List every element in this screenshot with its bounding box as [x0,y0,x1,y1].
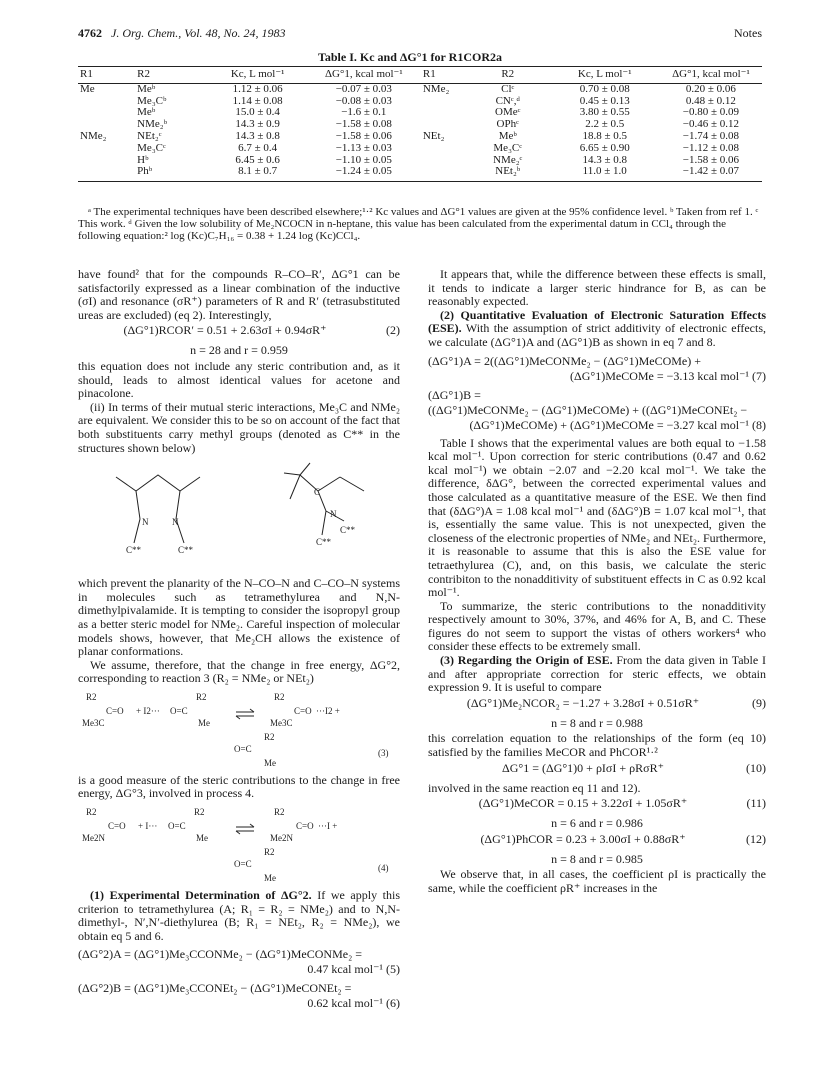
table-cell: Clᶜ [501,82,515,95]
section-label: Notes [734,26,762,40]
table-cell: 0.48 ± 0.12 [685,94,736,107]
table-cell: 15.0 ± 0.4 [235,106,280,119]
table-cell: 6.7 ± 0.4 [238,141,278,154]
table-cell: OPhᶜ [496,118,519,131]
svg-text:N: N [330,509,337,520]
svg-text:C=O: C=O [108,821,126,832]
table-row [78,83,762,95]
c-star-label: C** [340,525,356,536]
c-star-label: C** [178,545,194,556]
table-cell: 0.45 ± 0.13 [579,94,630,107]
table-cell [78,96,135,108]
svg-text:Me: Me [198,717,210,728]
table-cell [78,143,135,155]
table-cell: 14.3 ± 0.8 [235,129,280,142]
table-cell: −1.6 ± 0.1 [341,106,387,119]
table-cell: 14.3 ± 0.9 [235,118,280,131]
svg-text:+ I2···: + I2··· [136,705,160,716]
table-cell: −0.80 ± 0.09 [682,106,740,119]
paragraph: We observe that, in all cases, the coefficient ρI is practically the same, while the coefficient ρR⁺ increases in the [428,867,766,895]
table-cell [78,166,135,181]
left-column [78,268,400,1015]
svg-text:R2: R2 [86,691,97,702]
svg-text:R2: R2 [274,691,285,702]
table-cell [415,107,466,119]
svg-text:···I2 +: ···I2 + [316,705,340,716]
equation-8: (ΔG°1)B = ((ΔG°1)MeCONMe₂ − (ΔG°1)MeCOMe) + ((ΔG°1)MeCONEt₂ − (ΔG°1)MeCOMe) + (ΔG°1)MeCOMe = −3.27 kcal mol⁻¹ (8) [428,387,766,432]
svg-text:Me2N: Me2N [82,833,105,844]
svg-text:C=O: C=O [106,705,124,716]
table-cell [415,155,466,167]
table-cell: 11.0 ± 1.0 [550,166,660,181]
journal-citation: J. Org. Chem., Vol. 48, No. 24, 1983 [111,26,286,40]
svg-text:R2: R2 [274,807,285,818]
table-cell: NMe₂ᵇ [137,118,168,131]
col-header: R1 [415,67,466,84]
equation-6: (ΔG°2)B = (ΔG°1)Me₃CCONEt₂ − (ΔG°1)MeCONEt₂ = 0.62 kcal mol⁻¹ (6) [78,981,400,1011]
table-cell: 18.8 ± 0.5 [582,129,627,142]
paragraph: (2) Quantitative Evaluation of Electronic Saturation Effects (ESE). With the assumption of strict additivity of electronic effects, we calculate (ΔG°1)A and (ΔG°1)B as shown in eq 7 and 8. [428,307,766,349]
table-cell: CNᶜ,ᵈ [495,94,520,107]
table-cell: 6.45 ± 0.6 [235,153,280,166]
equation-number: (4) [378,863,389,874]
section-heading: (1) Experimental Determination of ΔG°2. [90,888,312,903]
table-cell: Hᵇ [137,153,149,166]
equation-number: (2) [386,323,400,338]
table-cell: 2.2 ± 0.5 [585,118,625,131]
table-cell: Meᵇ [137,106,156,119]
table-cell [78,155,135,167]
reaction-4-scheme [78,805,400,885]
table-row [78,96,762,108]
paragraph: which prevent the planarity of the N–CO–N and C–CO–N systems in molecules such as tetramethylurea and N,N-dimethylpivalamide. It is tempting to consider the isopropyl group as a better steric model for NMe₂. Careful inspection of molecular models shows, however, that Me₂CH allows the existence of planar conformations. [78,576,400,659]
paragraph: have found² that for the compounds R–CO–R′, ΔG°1 can be satisfactorily expressed as a linear combination of the inductive (σI) and resonance (σR⁺) parameters of R and R′ (tetrasubstituted ureas are excluded) (eq 2). Interestingly, [78,267,400,322]
paragraph: It appears that, while the difference between these effects is small, it tends to indicate a larger steric hindrance for B, as can be reasonably expected. [428,267,766,309]
svg-text:R2: R2 [86,807,97,818]
svg-text:Me: Me [264,757,276,768]
table-container [78,66,762,182]
col-header: R2 [135,67,202,84]
reaction-3-scheme [78,690,400,770]
table-cell [415,143,466,155]
table-row [78,166,762,181]
c-star-label: C** [126,545,142,556]
table-row [78,119,762,131]
equation-11: (ΔG°1)MeCOR = 0.15 + 3.22σI + 1.05σR⁺ (11) [478,796,766,811]
equation-stats: n = 8 and r = 0.988 [551,715,643,730]
svg-text:N: N [142,517,149,528]
svg-text:+ I···: + I··· [138,821,158,832]
paragraph: (3) Regarding the Origin of ESE. From the data given in Table I and after appropriate correction for steric effects, we obtain expression 9. It is useful to compare [428,653,766,695]
equation-stats: n = 6 and r = 0.986 [551,816,643,831]
paragraph: this correlation equation to the relationships of the form (eq 10) satisfied by the families MeCOR and PhCOR¹·² [428,731,766,760]
equation-9: (ΔG°1)Me₂NCOR₂ = −1.27 + 3.28σI + 0.51σR⁺ (9) [466,695,766,710]
table-cell: Meᵇ [137,82,156,95]
svg-text:C=O: C=O [296,821,314,832]
table-cell: −1.58 ± 0.08 [335,118,392,131]
table-cell: OMeᶜ [495,106,521,119]
paragraph: To summarize, the steric contributions to the nonadditivity respectively amount to 30%, 37%, and 46% for A, B, and C. These figures do not seem to support the vistas of others workers⁴ who consider these effects to be extremely small. [428,598,766,654]
equation-12: (ΔG°1)PhCOR = 0.23 + 3.00σI + 0.88σR⁺ (12) [480,831,766,846]
table-cell: 1.14 ± 0.08 [232,94,283,107]
table-cell: 1.12 ± 0.06 [232,82,283,95]
section-heading: (2) Quantitative Evaluation of Electronic Saturation Effects (ESE). [428,307,766,336]
svg-text:Me2N: Me2N [270,833,293,844]
paragraph: Table I shows that the experimental values are both equal to −1.58 kcal mol⁻¹. Upon correction for steric contributions (0.47 and 0.62 kcal mol⁻¹) we obtain −2.07 and −2.20 kcal mol⁻¹. We take the difference, δΔG°, between the corrected experimental values and those calculated as a quantitative measure of the ESE. We then find that (δΔG°)A = 1.08 kcal mol⁻¹ and (δΔG°)B = 1.07 kcal mol⁻¹, that is, essentially the same value. This is not unexpected, given the closeness of the electronic properties of NMe₂ and NEt₂. Furthermore, it is reasonable to assume that this is also the ESE value for tetraethylurea (C), and, on this basis, we calculate the steric contribiton to the nonadditivity of substituent effects in C as 0.92 kcal mol⁻¹. [428,435,766,600]
paragraph: We assume, therefore, that the change in free energy, ΔG°2, corresponding to reaction 3 (R₂ = NMe₂ or NEt₂) [78,657,400,686]
table-cell [415,96,466,108]
col-header: R1 [78,67,135,84]
svg-text:O=C: O=C [234,743,252,754]
equation-2 [78,324,400,342]
table-cell: 0.70 ± 0.08 [579,82,630,95]
equilibrium-table [78,66,762,182]
svg-text:C: C [314,487,321,498]
svg-text:Me3C: Me3C [82,717,105,728]
col-header: Kc, L mol⁻¹ [203,67,313,84]
svg-text:O=C: O=C [168,821,186,832]
steric-structures-figure [78,461,400,571]
table-row [78,131,762,143]
table-cell: 0.20 ± 0.06 [685,82,736,95]
svg-text:···I +: ···I + [318,821,338,832]
paragraph: involved in the same reaction eq 11 and 12). [428,780,641,795]
table-cell: −1.24 ± 0.05 [313,166,415,181]
section-heading: (3) Regarding the Origin of ESE. [440,653,613,668]
equation-stats: n = 8 and r = 0.985 [551,851,643,866]
svg-text:Me3C: Me3C [270,717,293,728]
table-cell: −1.12 ± 0.08 [682,141,740,154]
table-title: Table I. Kc and ΔG°1 for R1COR2a [317,50,502,64]
svg-text:R2: R2 [264,731,275,742]
table-cell: −0.46 ± 0.12 [682,118,740,131]
right-column [428,268,766,896]
paragraph: (1) Experimental Determination of ΔG°2. If we apply this criterion to tetramethylurea (A; R₁ = R₂ = NMe₂) and to N,N-dimethyl-, N′,N′-diethylurea (B; R₁ = NEt₂, R₂ = NMe₂), we obtain eq 5 and 6. [78,888,400,943]
table-cell: Me [80,82,95,95]
equation-7: (ΔG°1)A = 2((ΔG°1)MeCONMe₂ − (ΔG°1)MeCOMe) + (ΔG°1)MeCOMe = −3.13 kcal mol⁻¹ (7) [428,353,766,383]
table-cell: NMe₂ [80,129,107,142]
equation-body: (ΔG°1)RCOR′ = 0.51 + 2.63σI + 0.94σR⁺ [123,323,327,338]
table-cell [415,166,466,181]
svg-text:Me: Me [264,873,276,884]
table-cell: NEt₂ᵇ [466,166,550,181]
table-footnote: ᵃ The experimental techniques have been described elsewhere;¹·² Kc values and ΔG°1 values are given at the 95% confidence level. ᵇ Taken from ref 1. ᶜ This work. ᵈ Given the low solubility of Me₂NCOCN in n-heptane, this value has been calculated from the experimental datum in CCl₄ through the following equation:² log (Kc)C₇H₁₆ = 0.38 + 1.24 log (Kc)CCl₄. [78,206,759,242]
table-cell [78,107,135,119]
equation-stats: n = 28 and r = 0.959 [190,343,288,358]
page-number: 4762 [78,26,102,40]
table-cell: NEt₂ᶜ [137,129,162,142]
c-star-label: C** [316,537,332,548]
table-cell: 3.80 ± 0.55 [579,106,630,119]
svg-text:R2: R2 [264,847,275,858]
svg-text:R2: R2 [194,807,205,818]
equation-number: (3) [378,747,389,758]
table-cell: NMe₂ᶜ [493,153,523,166]
table-cell: Meᵇ [498,129,517,142]
table-cell: −1.42 ± 0.07 [660,166,762,181]
svg-text:Me: Me [196,833,208,844]
table-cell: −1.13 ± 0.03 [335,141,392,154]
table-cell: NMe₂ [422,82,450,95]
table-cell: −1.74 ± 0.08 [682,129,740,142]
table-row [78,107,762,119]
table-cell: 14.3 ± 0.8 [582,153,627,166]
table-cell: Me₃Cᶜ [137,141,166,154]
col-header: Kc, L mol⁻¹ [550,67,660,84]
svg-text:O=C: O=C [170,705,188,716]
paragraph: this equation does not include any steric contribution and, as it should, leads to almost identical values for acetone and pinacolone. [78,358,400,401]
equation-5: (ΔG°2)A = (ΔG°1)Me₃CCONMe₂ − (ΔG°1)MeCONMe₂ = 0.47 kcal mol⁻¹ (5) [78,947,400,977]
table-cell: Phᵇ [135,166,202,181]
table-cell: −1.58 ± 0.06 [335,129,392,142]
table-cell: 6.65 ± 0.90 [579,141,630,154]
paragraph: is a good measure of the steric contributions to the change in free energy, ΔG°3, involved in process 4. [78,772,400,801]
col-header: ΔG°1, kcal mol⁻¹ [313,67,415,84]
table-row [78,143,762,155]
svg-text:O=C: O=C [234,859,252,870]
svg-text:N: N [172,517,179,528]
svg-text:C=O: C=O [294,705,312,716]
table-cell: −0.08 ± 0.03 [335,94,392,107]
col-header: R2 [466,67,550,84]
paragraph: (ii) In terms of their mutual steric interactions, Me₃C and NMe₂ are equivalent. We consider this to be so on account of the fact that both substituents carry methyl groups (denoted as C** in the structures shown below) [78,399,400,455]
table-cell: Me₃Cᵇ [137,94,167,107]
equation-10: ΔG°1 = (ΔG°1)0 + ρIσI + ρRσR⁺ (10) [502,760,766,775]
table-cell: Me₃Cᶜ [493,141,523,154]
table-row [78,155,762,167]
col-header: ΔG°1, kcal mol⁻¹ [660,67,762,84]
svg-text:R2: R2 [196,691,207,702]
table-cell: 8.1 ± 0.7 [203,166,313,181]
table-cell: −0.07 ± 0.03 [335,82,392,95]
table-cell: −1.58 ± 0.06 [682,153,740,166]
table-cell: NEt₂ [422,129,445,142]
table-cell: −1.10 ± 0.05 [335,153,392,166]
